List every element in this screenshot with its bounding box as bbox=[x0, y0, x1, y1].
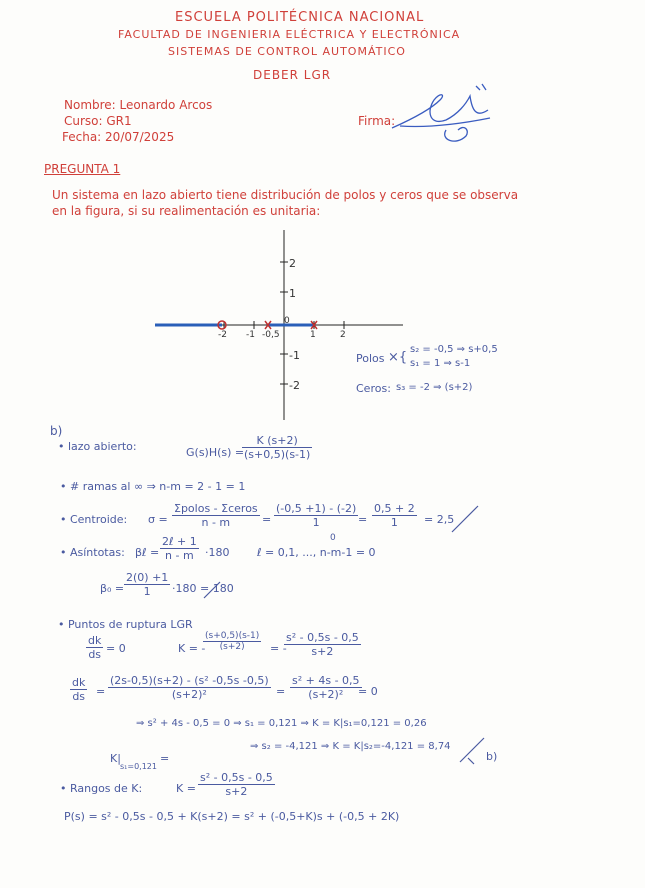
deriv-eq-sign: = bbox=[96, 685, 106, 698]
gh-fraction: $\frac{K (s+2)}{(s+0,5)(s-1)}$ bbox=[244, 434, 311, 461]
zero-1-text: s₃ = -2 ⇒ (s+2) bbox=[396, 382, 473, 393]
x-tick-neg1: -1 bbox=[246, 330, 255, 340]
centroid-frac-1: Σpolos - Σceros n - m bbox=[174, 502, 258, 529]
beta0-label: β₀ = bbox=[100, 582, 125, 595]
dk-ds-frac: $\frac{dk}{ds}$ bbox=[88, 634, 102, 661]
asym-times: ·180 bbox=[205, 546, 230, 559]
characteristic-poly: P(s) = s² - 0,5s - 0,5 + K(s+2) = s² + (-0,5+K)s + (-0,5 + 2K) bbox=[64, 810, 400, 823]
question-title: PREGUNTA 1 bbox=[44, 162, 121, 176]
y-tick-1: 1 bbox=[289, 287, 296, 300]
ranges-label: • Rangos de K: bbox=[60, 782, 143, 795]
k-frac-1: $\frac{(s+0,5)(s-1)}{(s+2)}$ bbox=[205, 631, 260, 652]
asym-over: 0 bbox=[330, 533, 336, 543]
k-eq2: = - bbox=[270, 642, 287, 655]
part-b-label: b) bbox=[50, 424, 63, 438]
poles-label: Polos bbox=[356, 352, 385, 365]
x-tick-0: 0 bbox=[284, 316, 290, 326]
student-date: Fecha: 20/07/2025 bbox=[62, 130, 175, 144]
k-at-eq: = bbox=[160, 752, 170, 765]
zeros-label: Ceros: bbox=[356, 382, 391, 395]
question-statement-1: Un sistema en lazo abierto tiene distribución de polos y ceros que se observa bbox=[52, 188, 519, 202]
mark-b: b) bbox=[486, 750, 498, 763]
signature-label: Firma: bbox=[358, 114, 396, 128]
centroid-eq-2: = bbox=[358, 513, 368, 526]
dk-eq0: = 0 bbox=[106, 642, 126, 655]
question-statement-2: en la figura, si su realimentación es unitaria: bbox=[52, 204, 321, 218]
asym-range: ℓ = 0,1, ..., n-m-1 = 0 bbox=[257, 546, 376, 559]
deriv-frac-1: $\frac{\text{(2s-0,5)(s+2) - (s² -0,5s -0,5)}}{\text{(s+2)²}}$ bbox=[110, 674, 269, 701]
faculty-name: FACULTAD DE INGENIERIA ELÉCTRICA Y ELECTRÓNICA bbox=[118, 28, 461, 41]
x-tick-2: 2 bbox=[340, 330, 346, 340]
centroid-label: • Centroide: bbox=[60, 513, 128, 526]
y-tick-2: 2 bbox=[289, 257, 296, 270]
zero-marker bbox=[218, 321, 226, 329]
school-name: ESCUELA POLITÉCNICA NACIONAL bbox=[175, 10, 425, 25]
roots-line-2: ⇒ s₂ = -4,121 ⇒ K = K|s₂=-4,121 = 8,74 bbox=[250, 741, 451, 752]
ranges-k: K = bbox=[176, 782, 196, 795]
centroid-eq-1: = bbox=[262, 513, 272, 526]
centroid-result: = 2,5 bbox=[424, 513, 455, 526]
k-at-label: K| bbox=[110, 752, 121, 765]
deriv-eq0: = 0 bbox=[358, 685, 378, 698]
dkds-frac: $\frac{dk}{ds}$ bbox=[72, 676, 86, 703]
roots-line: ⇒ s² + 4s - 0,5 = 0 ⇒ s₁ = 0,121 ⇒ K = K|s₁=0,121 = 0,26 bbox=[136, 718, 427, 729]
pole-1-text: s₂ = -0,5 ⇒ s+0,5 bbox=[410, 344, 498, 355]
pole-x-icon: ×{ bbox=[388, 350, 408, 365]
deriv-eq-sign-2: = bbox=[276, 685, 286, 698]
x-tick-neg2: -2 bbox=[218, 330, 227, 340]
open-loop-label: • lazo abierto: bbox=[58, 440, 137, 453]
k-eq: K = - bbox=[178, 642, 206, 655]
asymptotes-label: • Asíntotas: bbox=[60, 546, 125, 559]
y-tick-neg1: -1 bbox=[289, 349, 300, 362]
asym-beta: βℓ = bbox=[135, 546, 160, 559]
pole-2-text: s₁ = 1 ⇒ s-1 bbox=[410, 358, 471, 369]
assignment-title: DEBER LGR bbox=[253, 68, 332, 82]
student-name: Nombre: Leonardo Arcos bbox=[64, 98, 213, 112]
gh-label: G(s)H(s) = bbox=[186, 446, 245, 459]
ranges-frac: $\frac{\text{s² - 0,5s - 0,5}}{s+2}$ bbox=[200, 771, 273, 798]
asym-frac: 2ℓ + 1 n - m bbox=[162, 535, 197, 562]
centroid-frac-3: $\frac{0,5 + 2}{1}$ bbox=[374, 502, 415, 529]
k-frac-2: $\frac{\text{s² - 0,5s - 0,5}}{s+2}$ bbox=[286, 631, 359, 658]
branches-line: • # ramas al ∞ ⇒ n-m = 2 - 1 = 1 bbox=[60, 480, 246, 493]
course-subject: SISTEMAS DE CONTROL AUTOMÁTICO bbox=[168, 45, 406, 58]
centroid-frac-2: $\frac{(-0,5 +1) - (-2)}{1}$ bbox=[276, 502, 357, 529]
deriv-frac-2: $\frac{\text{s² + 4s - 0,5}}{\text{(s+2)²}}$ bbox=[292, 674, 360, 701]
beta0-frac: $\frac{2(0) +1}{1}$ bbox=[126, 571, 169, 598]
k-at-sub: s₁=0,121 bbox=[120, 762, 157, 771]
x-tick-1: 1 bbox=[310, 330, 316, 340]
student-course: Curso: GR1 bbox=[64, 114, 132, 128]
centroid-sigma: σ = bbox=[148, 513, 168, 526]
beta0-result: ·180 = 180 bbox=[172, 582, 234, 595]
breakaway-label: • Puntos de ruptura LGR bbox=[58, 618, 193, 631]
x-tick-neg05: -0,5 bbox=[262, 330, 280, 340]
y-tick-neg2: -2 bbox=[289, 379, 300, 392]
